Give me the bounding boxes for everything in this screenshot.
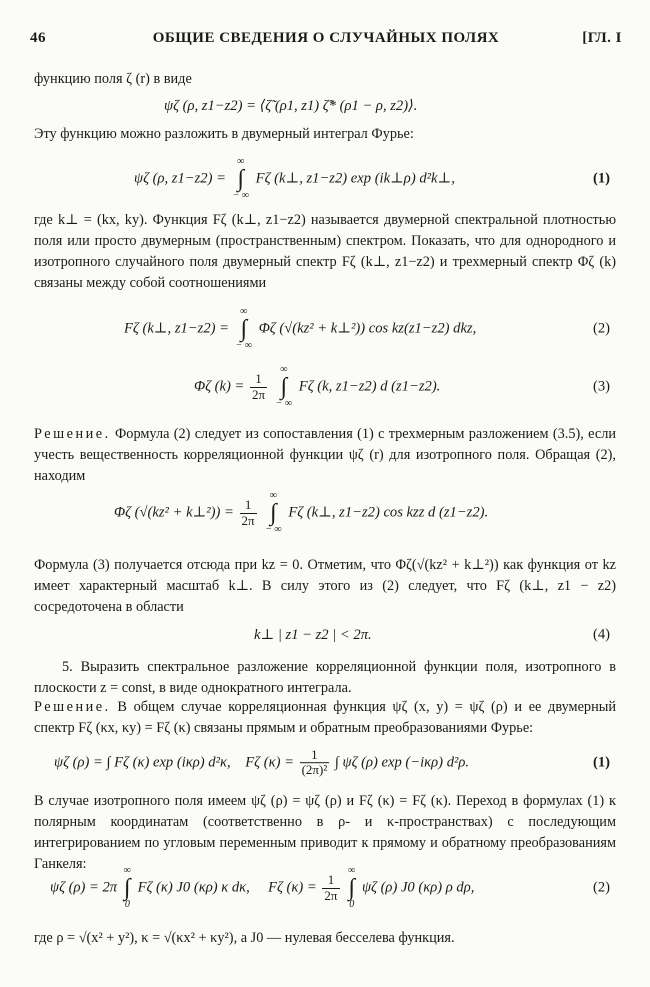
equation-6-number: (1)	[592, 754, 610, 771]
fraction: $\frac{1}{2\pi}$	[241, 497, 255, 528]
equation-7-number: (2)	[592, 879, 610, 896]
equation-6-part-a: ψζ (ρ) = ∫ Fζ (κ) exp (iκρ) d²κ,	[54, 754, 231, 771]
paragraph-7-text: В общем случае корреляционная функция ψζ (x, y) = ψζ (ρ) и ее двумерный спектр Fζ (κx, κy) = Fζ (κ) связаны прямым и обратным преобразованиями Фурье:	[34, 699, 616, 736]
equation-2	[34, 302, 616, 356]
solution-label: Решение.	[34, 426, 111, 442]
equation-1-number: (1)	[592, 170, 610, 187]
integral-sign: ∞ ∫ 0	[348, 865, 356, 910]
fraction: $\frac{1}{2\pi}$	[324, 872, 338, 903]
integral-sign: ∞ ∫ 0	[123, 865, 131, 910]
equation-7	[34, 860, 616, 916]
equation-3-lhs: Φζ (k) =	[194, 378, 245, 395]
equation-5	[34, 618, 616, 652]
equation-0	[34, 86, 616, 126]
equation-2-rhs: Φζ (√(kz² + k⊥²)) cos kz(z1−z2) dkz,	[258, 320, 477, 337]
fraction: $\frac{1}{2\pi}$	[252, 371, 266, 402]
paragraph-2: Эту функцию можно разложить в двумерный интеграл Фурье:	[34, 126, 414, 142]
solution-label: Решение.	[34, 699, 111, 715]
equation-3-number: (3)	[592, 378, 610, 395]
equation-1-lhs: ψζ (ρ, z1−z2) =	[134, 170, 226, 187]
equation-1	[34, 152, 616, 206]
equation-1-rhs: Fζ (k⊥, z1−z2) exp (ik⊥ρ) d²k⊥,	[255, 170, 455, 187]
fraction: $\frac{1}{\text{(2π)²}}$	[301, 747, 328, 778]
integral-sign: ∞ ∫ − ∞	[275, 364, 293, 409]
integral-sign: ∞ ∫ − ∞	[235, 306, 253, 351]
equation-6-part-c: ∫ ψζ (ρ) exp (−iκρ) d²ρ.	[334, 754, 470, 771]
equation-5-body: k⊥ | z1 − z2 | < 2π.	[254, 627, 372, 643]
paragraph-3: где k⊥ = (kx, ky). Функция Fζ (k⊥, z1−z2) называется двумерной спектральной плотностью поля или просто двумерным (пространственным) спектром. Показать, что для однородного и изотропного случайного поля двумерный спектр Fζ (k⊥, z1−z2) и трехмерный спектр Φζ (k) связаны между собой соотношениями	[34, 212, 616, 291]
equation-0-body: ψζ (ρ, z1−z2) = ⟨ζ̃ (ρ1, z1) ζ̃* (ρ1 − ρ, z2)⟩.	[164, 98, 418, 114]
equation-7-part-d: ψζ (ρ) J0 (κρ) ρ dρ,	[361, 879, 475, 896]
equation-3-rhs: Fζ (k, z1−z2) d (z1−z2).	[298, 378, 441, 395]
equation-7-part-b: Fζ (κ) J0 (κρ) κ dκ,	[137, 879, 250, 896]
paragraph-8: В случае изотропного поля имеем ψζ (ρ) = ψζ (ρ) и Fζ (κ) = Fζ (κ). Переход в формулах (1) к полярным координатам (соответственно в ρ- и κ-пространствах) с последующим интегрированием по угловым переменным приводит к прямому и обратному преобразованиям Ганкеля:	[34, 793, 616, 872]
chapter-label: [ГЛ. I	[582, 30, 622, 46]
equation-4-lhs: Φζ (√(kz² + k⊥²)) =	[114, 504, 234, 521]
paragraph-4-text: Формула (2) следует из сопоставления (1) с трехмерным разложением (3.5), если учесть вещественность корреляционной функции ψζ (r) для изотропного поля. Обращая (2), находим	[34, 426, 616, 484]
equation-6	[34, 742, 616, 784]
equation-2-lhs: Fζ (k⊥, z1−z2) =	[124, 320, 229, 337]
running-title: ОБЩИЕ СВЕДЕНИЯ О СЛУЧАЙНЫХ ПОЛЯХ	[152, 30, 500, 46]
equation-5-number: (4)	[592, 626, 610, 643]
paragraph-1: функцию поля ζ (r) в виде	[34, 71, 192, 87]
equation-6-part-b: Fζ (κ) =	[245, 754, 294, 771]
page-header	[30, 30, 622, 52]
equation-3	[34, 360, 616, 414]
paragraph-5: Формула (3) получается отсюда при kz = 0. Отметим, что Φζ(√(kz² + k⊥²)) как функция от kz имеет характерный масштаб k⊥. В силу этого из (2) следует, что Fζ (k⊥, z1 − z2) сосредоточена в области	[34, 557, 616, 615]
equation-4-rhs: Fζ (k⊥, z1−z2) cos kzz d (z1−z2).	[288, 504, 489, 521]
equation-2-number: (2)	[592, 320, 610, 337]
equation-7-part-a: ψζ (ρ) = 2π	[50, 879, 118, 896]
paragraph-9: где ρ = √(x² + y²), κ = √(κx² + κy²), а J0 — нулевая бесселева функция.	[34, 930, 455, 946]
equation-4	[34, 486, 616, 540]
page-number: 46	[30, 30, 46, 46]
integral-sign: ∞ ∫ − ∞	[265, 490, 282, 535]
problem-5: 5. Выразить спектральное разложение корреляционной функции поля, изотропного в плоскости z = const, в виде однократного интеграла.	[34, 659, 616, 696]
paragraph-4	[34, 424, 616, 486]
equation-7-part-c: Fζ (κ) =	[268, 879, 317, 896]
integral-sign: ∞ ∫ − ∞	[232, 156, 249, 201]
